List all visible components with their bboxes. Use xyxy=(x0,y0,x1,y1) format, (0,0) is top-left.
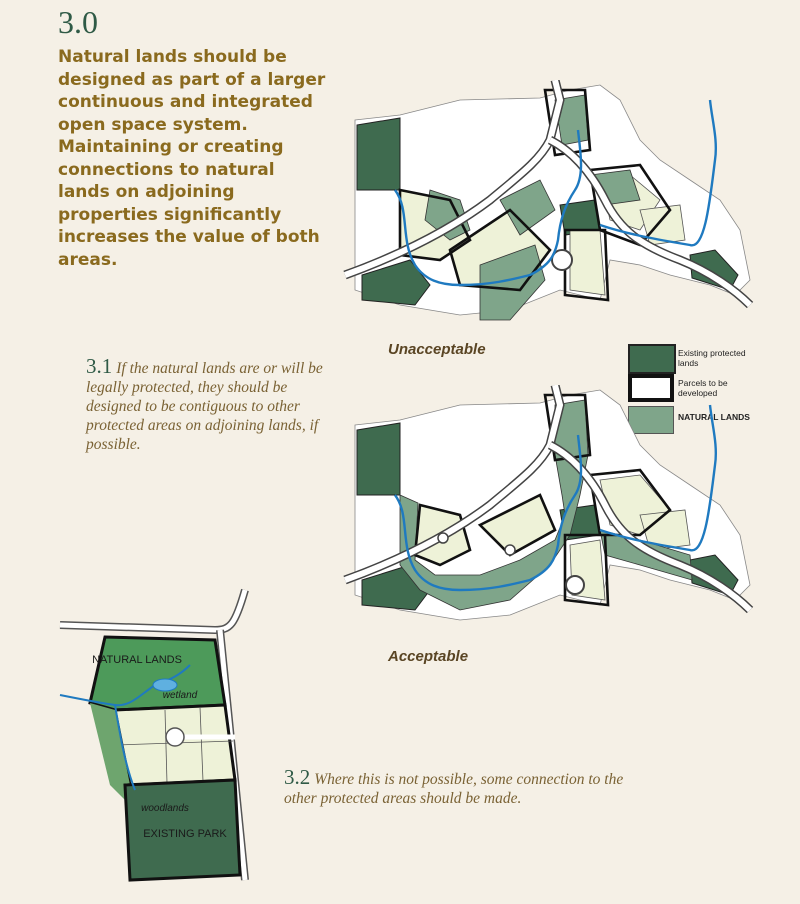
guideline-number: 3.1 xyxy=(86,354,113,378)
legend-swatch xyxy=(628,344,676,374)
acceptable-map xyxy=(340,385,760,635)
legend-label: NATURAL LANDS xyxy=(678,412,750,422)
existing-park-label: EXISTING PARK xyxy=(143,828,227,840)
acceptable-caption: Acceptable xyxy=(388,648,469,665)
cul-de-sac xyxy=(166,728,184,746)
woodlands-label: woodlands xyxy=(141,803,189,814)
cul-de-sac xyxy=(505,545,515,555)
unacceptable-caption: Unacceptable xyxy=(388,341,486,358)
guideline-3-2 xyxy=(284,765,644,808)
unacceptable-map xyxy=(340,80,760,330)
guideline-number: 3.2 xyxy=(284,765,311,789)
guideline-text: If the natural lands are or will be legally protected, they should be designed to be contiguous to other protected areas on adjoining lands, if possible. xyxy=(86,360,323,453)
section-number: 3.0 xyxy=(58,4,98,40)
legend-label: Existing protected lands xyxy=(678,348,746,368)
cul-de-sac xyxy=(438,533,448,543)
existing-protected-area xyxy=(357,118,400,190)
guideline-3-1 xyxy=(86,354,331,454)
site-plan xyxy=(55,585,255,885)
guideline-text: Where this is not possible, some connection to the other protected areas should be made. xyxy=(284,771,624,807)
legend-label: Parcels to be developed xyxy=(678,378,728,398)
natural-lands-area xyxy=(90,637,225,710)
natural-lands-label: NATURAL LANDS xyxy=(92,654,182,666)
existing-protected-area xyxy=(357,423,400,495)
intro-paragraph: Natural lands should be designed as part of a larger continuous and integrated open space system. Maintaining or creating connections to natural lands on adjoining properties significantly increases the value of both areas. xyxy=(58,47,326,270)
cul-de-sac xyxy=(566,576,584,594)
wetland-label: wetland xyxy=(162,690,198,701)
parcel xyxy=(570,230,605,295)
